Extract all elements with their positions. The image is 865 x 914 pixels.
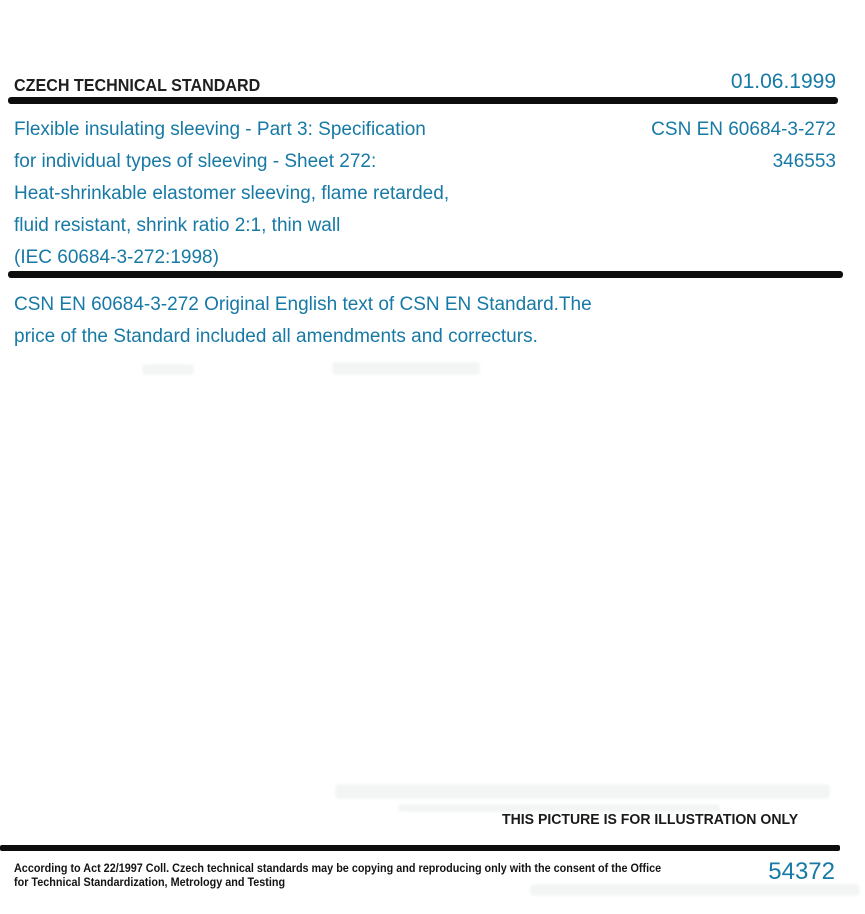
standard-reference <box>651 114 836 178</box>
ghost-text-smudge <box>142 364 194 375</box>
description-line-2: price of the Standard included all amendments and correcturs. <box>14 326 538 347</box>
title-separator-rule <box>8 271 843 278</box>
standard-designation: CSN EN 60684-3-272 <box>651 119 836 140</box>
copyright-line-2: for Technical Standardization, Metrology and Testing <box>14 877 286 889</box>
ghost-text-smudge <box>398 804 720 812</box>
title-line-3: Heat-shrinkable elastomer sleeving, flame retarded, <box>14 183 450 204</box>
standard-description <box>14 289 714 353</box>
title-line-5: (IEC 60684-3-272:1998) <box>14 247 219 268</box>
copyright-line-1: According to Act 22/1997 Coll. Czech technical standards may be copying and reproducing only with the consent of the Office <box>14 863 662 875</box>
ghost-text-smudge <box>335 784 830 799</box>
document-type-heading: CZECH TECHNICAL STANDARD <box>14 75 261 95</box>
ghost-text-smudge <box>332 362 480 375</box>
title-line-4: fluid resistant, shrink ratio 2:1, thin wall <box>14 215 341 236</box>
title-line-2: for individual types of sleeving - Sheet 272: <box>14 151 377 172</box>
footer-rule <box>0 845 840 851</box>
illustration-only-notice: THIS PICTURE IS FOR ILLUSTRATION ONLY <box>502 812 799 828</box>
standard-title <box>14 114 574 274</box>
description-line-1: CSN EN 60684-3-272 Original English text of CSN EN Standard.The <box>14 294 592 315</box>
title-line-1: Flexible insulating sleeving - Part 3: Specification <box>14 119 426 140</box>
copyright-notice <box>14 862 661 890</box>
header-rule <box>8 97 838 104</box>
order-number: 54372 <box>768 858 835 885</box>
standard-class-number: 346553 <box>772 151 836 172</box>
issue-date: 01.06.1999 <box>730 70 836 93</box>
